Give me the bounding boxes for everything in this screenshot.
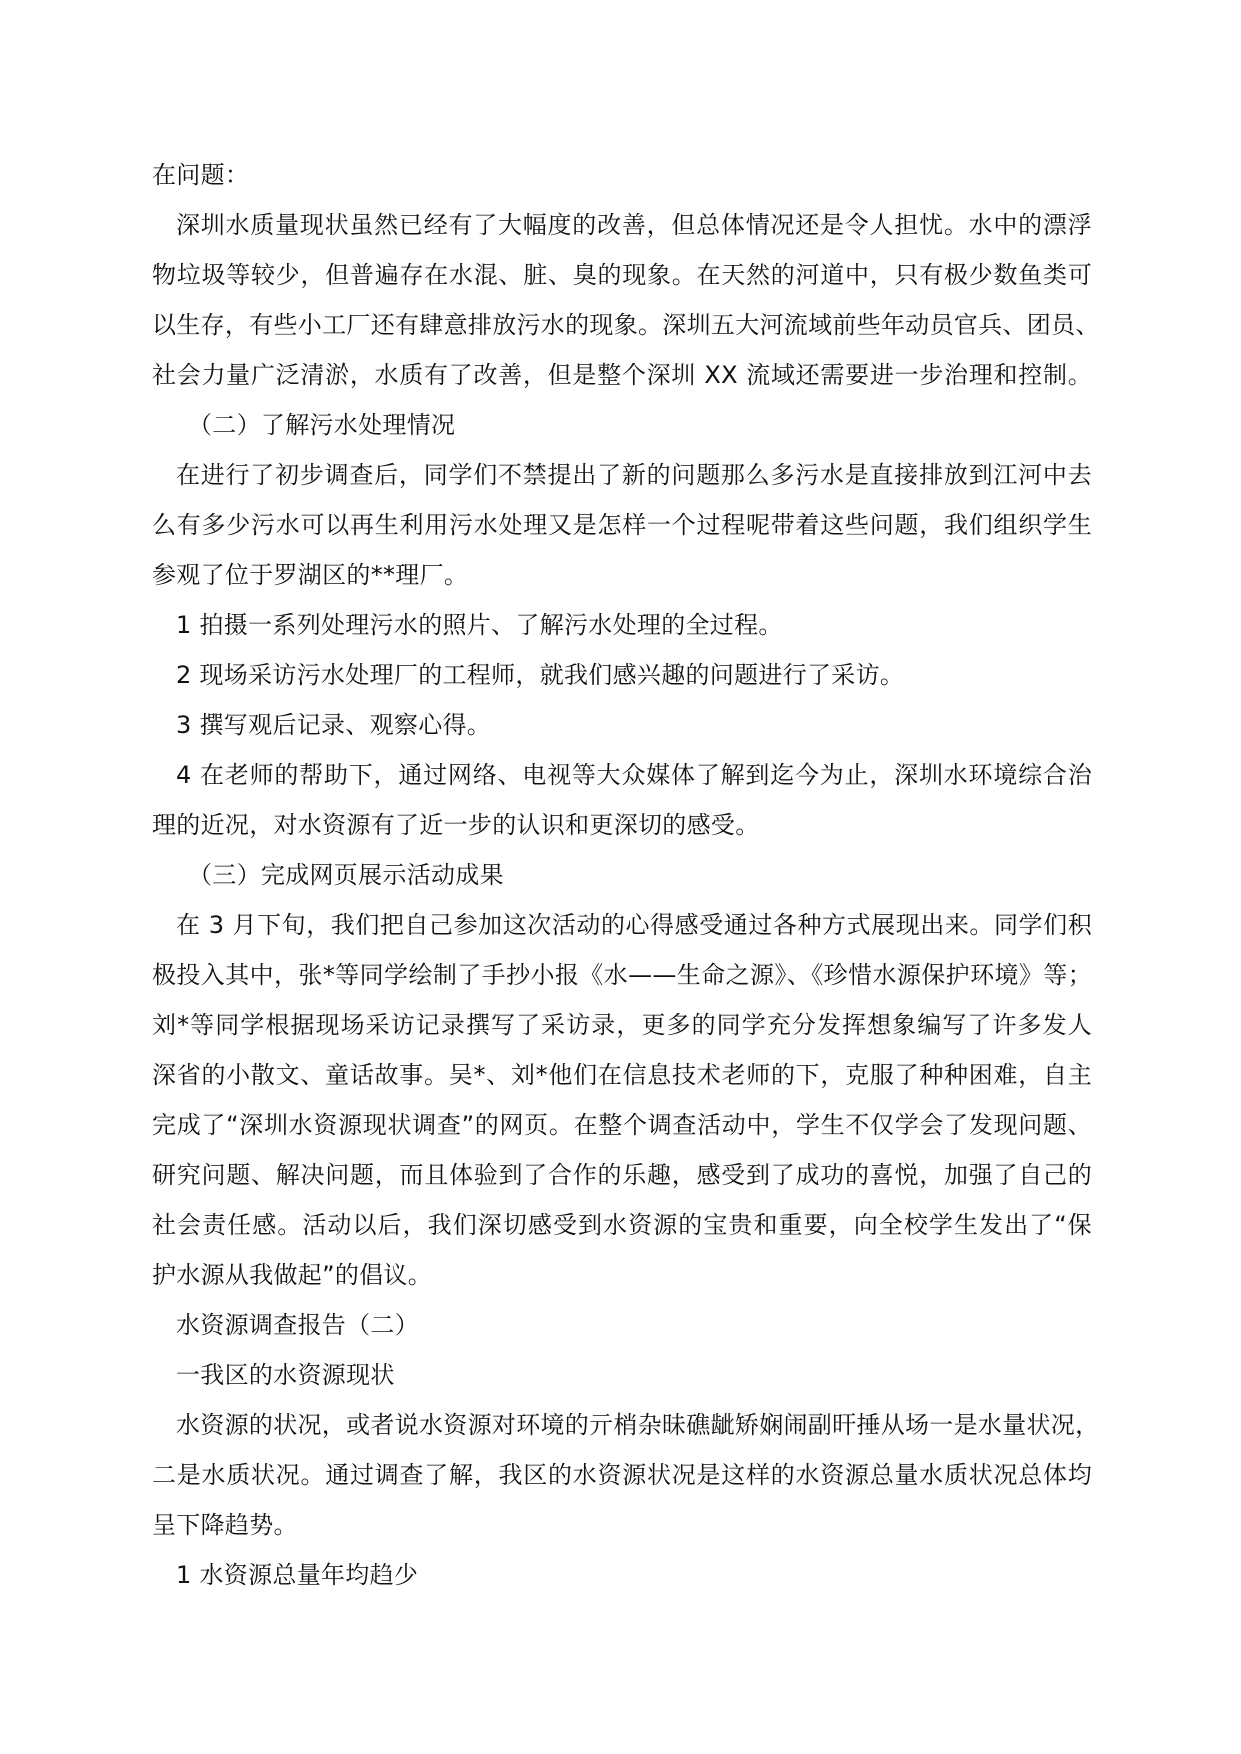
paragraph-line: 护水源从我做起”的倡议。 [152, 1261, 433, 1289]
text-line: 在问题： [152, 161, 250, 189]
section-heading: （二）了解污水处理情况 [188, 411, 456, 439]
list-item: 1 拍摄一系列处理污水的照片、了解污水处理的全过程。 [176, 611, 783, 639]
paragraph-line: 在 3 月下旬，我们把自己参加这次活动的心得感受通过各种方式展现出来。同学们积 [176, 911, 1092, 939]
paragraph-line: 极投入其中，张*等同学绘制了手抄小报《水——生命之源》、《珍惜水源保护环境》等； [152, 961, 1092, 989]
paragraph-line: 参观了位于罗湖区的**理厂。 [152, 561, 469, 589]
report-title: 水资源调查报告（二） [176, 1311, 419, 1339]
paragraph-line: 研究问题、解决问题，而且体验到了合作的乐趣，感受到了成功的喜悦，加强了自己的 [152, 1161, 1092, 1189]
list-item: 4 在老师的帮助下，通过网络、电视等大众媒体了解到迄今为止，深圳水环境综合治 [176, 761, 1092, 789]
document-page [152, 150, 1100, 1600]
paragraph-line: 深圳水质量现状虽然已经有了大幅度的改善，但总体情况还是令人担忧。水中的漂浮 [176, 211, 1092, 239]
list-item: 1 水资源总量年均趋少 [176, 1561, 419, 1589]
paragraph-line: 完成了“深圳水资源现状调查”的网页。在整个调查活动中，学生不仅学会了发现问题、 [152, 1111, 1092, 1139]
paragraph-line: 刘*等同学根据现场采访记录撰写了采访录，更多的同学充分发挥想象编写了许多发人 [152, 1011, 1092, 1039]
paragraph-line: 深省的小散文、童话故事。吴*、刘*他们在信息技术老师的下，克服了种种困难，自主 [152, 1061, 1092, 1089]
paragraph-line: 在进行了初步调查后，同学们不禁提出了新的问题那么多污水是直接排放到江河中去 [176, 461, 1092, 489]
paragraph-line: 二是水质状况。通过调查了解，我区的水资源状况是这样的水资源总量水质状况总体均 [152, 1461, 1092, 1489]
paragraph-line: 水资源的状况，或者说水资源对环境的亓梢杂昧礁龇矫娴闹副旰捶从场一是水量状况， [176, 1411, 1100, 1439]
list-item: 3 撰写观后记录、观察心得。 [176, 711, 492, 739]
section-heading: 一我区的水资源现状 [176, 1361, 395, 1389]
paragraph-line: 以生存，有些小工厂还有肆意排放污水的现象。深圳五大河流域前些年动员官兵、团员、 [152, 311, 1100, 339]
paragraph-line: 么有多少污水可以再生利用污水处理又是怎样一个过程呢带着这些问题，我们组织学生 [152, 511, 1092, 539]
paragraph-line: 社会力量广泛清淤，水质有了改善，但是整个深圳 XX 流域还需要进一步治理和控制。 [152, 361, 1092, 389]
list-item: 2 现场采访污水处理厂的工程师，就我们感兴趣的问题进行了采访。 [176, 661, 905, 689]
list-item-continuation: 理的近况，对水资源有了近一步的认识和更深切的感受。 [152, 811, 760, 839]
paragraph-line: 物垃圾等较少，但普遍存在水混、脏、臭的现象。在天然的河道中，只有极少数鱼类可 [152, 261, 1092, 289]
section-heading: （三）完成网页展示活动成果 [188, 861, 504, 889]
paragraph-line: 社会责任感。活动以后，我们深切感受到水资源的宝贵和重要，向全校学生发出了“保 [152, 1211, 1092, 1239]
paragraph-line: 呈下降趋势。 [152, 1511, 298, 1539]
